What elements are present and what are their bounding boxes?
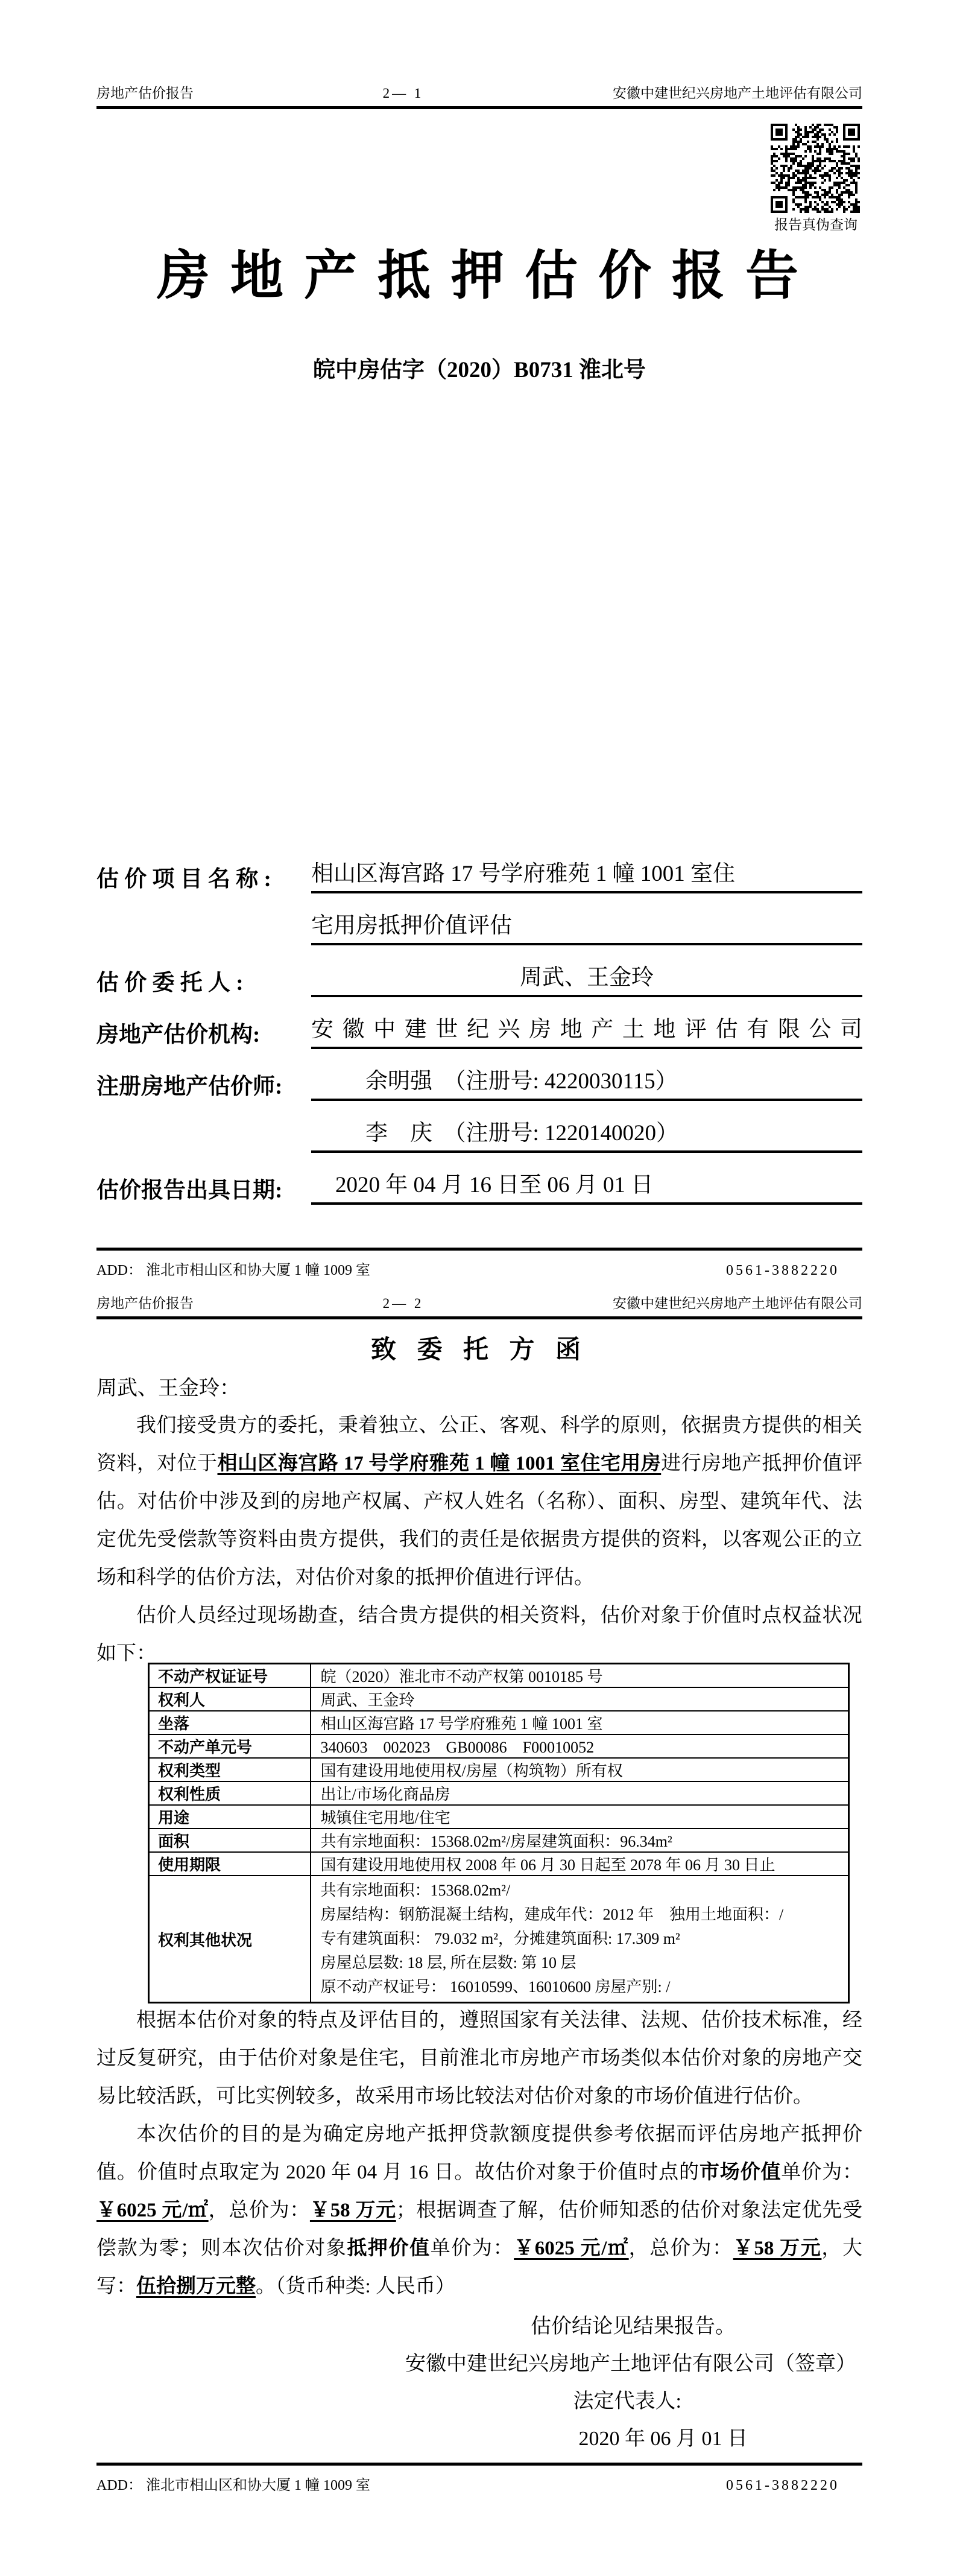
row-label: 不动产单元号 [149,1734,311,1758]
field-agency [96,997,862,1049]
qr-code [771,124,860,213]
footer-rule [96,1248,862,1251]
table-row [149,1734,849,1758]
row-value: 340603 002023 GB00086 F00010052 [311,1734,849,1758]
field-value: 2020 年 04 月 16 日至 06 月 01 日 [311,1171,862,1205]
report-number: 皖中房估字（2020）B0731 淮北号 [313,358,646,382]
table-row [149,1687,849,1711]
field-label: 房地产估价机构: [96,1022,261,1047]
qr-caption: 报告真伪查询 [774,217,858,232]
row-value: 周武、王金玲 [311,1687,849,1711]
page2-running-header [96,1295,862,1313]
row-label: 不动产权证证号 [149,1664,311,1688]
letter-conclusion [96,2002,862,2306]
field-value: 宅用房抵押价值评估 [311,912,862,945]
header-rule [96,106,862,109]
closing-block [96,2308,862,2458]
other-rights-line: 专有建筑面积： 79.032 m²，分摊建筑面积: 17.309 m² [320,1930,680,1947]
page1-running-header [96,84,862,103]
other-rights-line: 房屋结构：钢筋混凝土结构，建成年代：2012 年 独用土地面积：/ [320,1906,784,1923]
field-client [96,945,862,997]
report-title: 房 地 产 抵 押 估 价 报 告 [156,247,802,306]
footer-rule [96,2463,862,2466]
other-rights-line: 房屋总层数: 18 层, 所在层数: 第 10 层 [320,1954,576,1972]
letter-intro [96,1407,862,1673]
row-label: 面积 [149,1829,311,1852]
field-label: 估 价 委 托 人 : [96,970,244,995]
row-label: 权利性质 [149,1781,311,1805]
header-company-name: 安徽中建世纪兴房地产土地评估有限公司 [613,1296,862,1311]
table-row [149,1852,849,1876]
page1-running-footer [96,1261,862,1280]
row-label: 权利人 [149,1687,311,1711]
footer-address: ADD： 淮北市相山区和协大厦 1 幢 1009 室 [96,1263,370,1278]
row-label: 权利其他状况 [149,1876,311,2003]
closing-company-seal: 安徽中建世纪兴房地产土地评估有限公司（签章） [405,2353,856,2375]
row-value: 国有建设用地使用权/房屋（构筑物）所有权 [311,1758,849,1781]
field-appraiser-2 [96,1101,862,1153]
closing-date: 2020 年 06 月 01 日 [578,2428,748,2450]
table-row-other-rights [149,1876,849,2003]
field-label: 注册房地产估价师: [96,1074,283,1099]
row-label: 权利类型 [149,1758,311,1781]
page2-running-footer [96,2476,862,2495]
property-rights-table [148,1663,850,2003]
table-row [149,1781,849,1805]
table-row [149,1758,849,1781]
header-doc-type: 房地产估价报告 [96,86,194,101]
field-value: 李 庆 （注册号: 1220140020） [311,1119,862,1153]
field-appraiser-1 [96,1049,862,1101]
salutation: 周武、王金玲： [96,1377,240,1400]
row-value [311,1876,849,2003]
field-value: 相山区海宫路 17 号学府雅苑 1 幢 1001 室住 [311,860,862,893]
row-label: 坐落 [149,1711,311,1734]
row-label: 用途 [149,1805,311,1829]
closing-see-report: 估价结论见结果报告。 [531,2315,736,2338]
table-row [149,1829,849,1852]
row-value: 城镇住宅用地/住宅 [311,1805,849,1829]
qr-code-image [771,124,860,213]
field-project-name-cont [96,893,862,945]
footer-address: ADD： 淮北市相山区和协大厦 1 幢 1009 室 [96,2478,370,2493]
closing-legal-representative: 法定代表人: [573,2390,681,2413]
row-value: 国有建设用地使用权 2008 年 06 月 30 日起至 2078 年 06 月 30 日止 [311,1852,849,1876]
row-label: 使用期限 [149,1852,311,1876]
field-project-name [96,842,862,893]
field-value: 安徽中建世纪兴房地产土地评估有限公司 [311,1015,862,1049]
letter-title: 致 委 托 方 函 [370,1336,588,1364]
header-company-name: 安徽中建世纪兴房地产土地评估有限公司 [613,86,862,101]
field-value: 余明强 （注册号: 4220030115） [311,1067,862,1101]
field-label: 估价报告出具日期: [96,1178,283,1203]
paragraph-method: 根据本估价对象的特点及评估目的，遵照国家有关法律、法规、估价技术标准，经过反复研究，由于估价对象是住宅，目前淮北市房地产市场类似本估价对象的房地产交易比较活跃，可比实例较多，故采用市场比较法对估价对象的市场价值进行估价。 [96,2010,862,2107]
footer-phone: 0561-3882220 [726,1263,839,1278]
cover-fields [96,842,862,1205]
field-value: 周武、王金玲 [311,963,862,997]
other-rights-line: 共有宗地面积：15368.02m²/ [320,1882,511,1899]
row-value: 出让/市场化商品房 [311,1781,849,1805]
header-rule [96,1316,862,1319]
row-value: 相山区海宫路 17 号学府雅苑 1 幢 1001 室 [311,1711,849,1734]
paragraph-commission: 我们接受贵方的委托，秉着独立、公正、客观、科学的原则，依据贵方提供的相关资料，对位于相山区海宫路 17 号学府雅苑 1 幢 1001 室住宅用房进行房地产抵押价值评估。对估价中涉及到的房地产权属、产权人姓名（名称）、面积、房型、建筑年代、法定优先受偿款等资料由贵方提供，我们的责任是依据贵方提供的资料，以客观公正的立场和科学的估价方法，对估价对象的抵押价值进行评估。 [96,1415,863,1588]
field-label: 估 价 项 目 名 称 : [96,866,271,892]
paragraph-survey: 估价人员经过现场勘查，结合贵方提供的相关资料，估价对象于价值时点权益状况如下： [96,1605,862,1664]
qr-block [771,124,861,233]
header-doc-type: 房地产估价报告 [96,1296,194,1311]
header-page-number: 2— 2 [382,1296,424,1311]
table-row [149,1711,849,1734]
header-page-number: 2— 1 [382,86,424,101]
footer-phone: 0561-3882220 [726,2478,839,2493]
other-rights-line: 原不动产权证号： 16010599、16010600 房屋产别: / [320,1978,671,1996]
paragraph-valuation: 本次估价的目的是为确定房地产抵押贷款额度提供参考依据而评估房地产抵押价值。价值时点取定为 2020 年 04 月 16 日。故估价对象于价值时点的市场价值单价为：￥6025 元/㎡，总价为：￥58 万元；根据调查了解，估价师知悉的估价对象法定优先受偿款为零；则本次估价对象抵押价值单价为：￥6025 元/㎡，总价为：￥58 万元，大写：伍拾捌万元整。（货币种类: 人民币） [96,2124,863,2297]
table-row [149,1664,849,1688]
field-issue-date [96,1153,862,1205]
row-value: 共有宗地面积：15368.02m²/房屋建筑面积：96.34m² [311,1829,849,1852]
row-value: 皖（2020）淮北市不动产权第 0010185 号 [311,1664,849,1688]
table-row [149,1805,849,1829]
